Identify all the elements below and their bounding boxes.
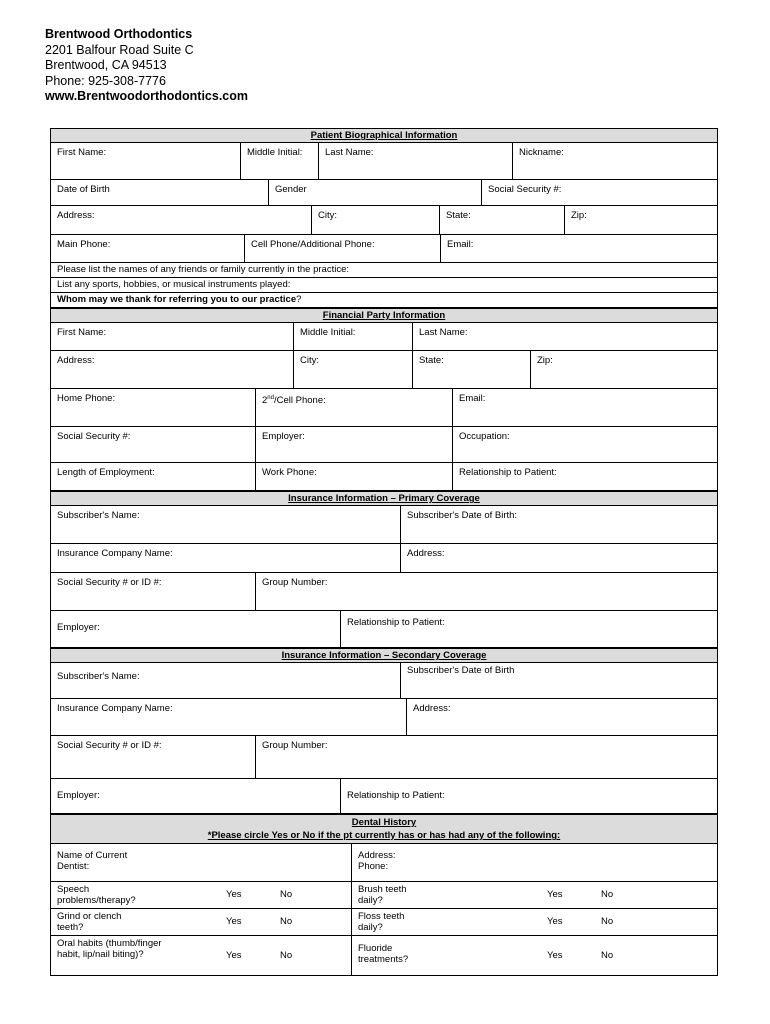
answer-no[interactable]: No	[280, 889, 293, 900]
secondary-company-field[interactable]: Insurance Company Name:	[57, 703, 173, 714]
secondary-employer-row	[51, 779, 717, 814]
dental-question-row	[51, 936, 717, 976]
patient-name-row	[51, 143, 717, 180]
referral-label: Whom may we thank for referring you to our practice	[57, 294, 297, 305]
financial-work-row	[51, 463, 717, 491]
question-fluoride: Fluoride treatments?	[358, 943, 409, 965]
referral-question-mark: ?	[296, 294, 302, 305]
practice-header	[45, 27, 248, 105]
dental-question-cell	[351, 909, 717, 935]
patient-friends-field[interactable]: Please list the names of any friends or family currently in the practice:	[51, 263, 717, 278]
primary-company-row	[51, 544, 717, 573]
primary-employer-field[interactable]: Employer:	[57, 622, 100, 633]
dentist-row	[51, 844, 717, 882]
patient-section-title: Patient Biographical Information	[51, 129, 717, 143]
patient-address-field[interactable]: Address:	[57, 210, 95, 221]
primary-subscriber-row	[51, 506, 717, 544]
financial-relationship-field[interactable]: Relationship to Patient:	[452, 463, 717, 490]
practice-street: 2201 Balfour Road Suite C	[45, 42, 194, 57]
question-brush: Brush teeth daily?	[358, 884, 407, 906]
financial-name-row	[51, 323, 717, 351]
answer-no[interactable]: No	[601, 950, 614, 961]
financial-first-name-field[interactable]: First Name:	[57, 327, 107, 338]
patient-ssn-field[interactable]: Social Security #:	[481, 180, 717, 205]
patient-gender-field[interactable]: Gender	[268, 180, 481, 205]
financial-cell-phone-field[interactable]	[255, 389, 452, 426]
dentist-address-label: Address:	[358, 850, 396, 861]
question-floss: Floss teeth daily?	[358, 911, 405, 933]
dentist-contact-field[interactable]	[351, 844, 717, 881]
dental-question-cell	[51, 882, 351, 908]
financial-work-phone-field[interactable]: Work Phone:	[255, 463, 452, 490]
patient-referral-field[interactable]	[51, 293, 717, 308]
financial-section-title: Financial Party Information	[51, 308, 717, 323]
patient-phone-row	[51, 235, 717, 263]
secondary-relationship-field[interactable]: Relationship to Patient:	[340, 779, 717, 813]
practice-phone: Phone: 925-308-7776	[45, 73, 166, 88]
secondary-id-row	[51, 736, 717, 779]
practice-website[interactable]: www.Brentwoodorthodontics.com	[45, 89, 249, 103]
answer-yes[interactable]: Yes	[226, 950, 242, 961]
secondary-ssn-id-field[interactable]: Social Security # or ID #:	[57, 740, 162, 751]
primary-employer-row	[51, 611, 717, 648]
answer-no[interactable]: No	[601, 916, 614, 927]
financial-phone-row	[51, 389, 717, 427]
dental-question-cell	[51, 936, 351, 975]
patient-nickname-field[interactable]: Nickname:	[512, 143, 717, 179]
financial-address-field[interactable]: Address:	[57, 355, 95, 366]
primary-id-row	[51, 573, 717, 611]
dental-title: Dental History	[351, 817, 417, 828]
dental-question-row	[51, 882, 717, 909]
primary-section-title: Insurance Information – Primary Coverage	[51, 491, 717, 506]
financial-city-field[interactable]: City:	[293, 351, 412, 388]
primary-relationship-field[interactable]: Relationship to Patient:	[340, 611, 717, 647]
dental-question-cell	[351, 882, 717, 908]
patient-first-name-field[interactable]: First Name:	[57, 147, 107, 158]
secondary-subscriber-dob-field[interactable]: Subscriber's Date of Birth	[400, 663, 717, 698]
financial-home-phone-field[interactable]: Home Phone:	[57, 393, 116, 404]
answer-yes[interactable]: Yes	[547, 916, 563, 927]
cell-superscript: nd	[267, 395, 274, 401]
dental-question-cell	[351, 936, 717, 975]
dental-section-title	[51, 814, 717, 844]
patient-last-name-field[interactable]: Last Name:	[318, 143, 512, 179]
current-dentist-field[interactable]	[51, 844, 351, 881]
question-oral-habits: Oral habits (thumb/finger habit, lip/nail biting)?	[57, 938, 162, 960]
registration-form	[50, 128, 718, 976]
patient-zip-field[interactable]: Zip:	[564, 206, 717, 234]
financial-last-name-field[interactable]: Last Name:	[412, 323, 717, 350]
answer-yes[interactable]: Yes	[547, 889, 563, 900]
patient-city-field[interactable]: City:	[311, 206, 439, 234]
patient-main-phone-field[interactable]: Main Phone:	[57, 239, 111, 250]
financial-state-field[interactable]: State:	[412, 351, 530, 388]
patient-state-field[interactable]: State:	[439, 206, 564, 234]
patient-dob-field[interactable]: Date of Birth	[57, 184, 110, 195]
current-dentist-label: Name of Current Dentist:	[57, 850, 128, 872]
dental-question-cell	[51, 909, 351, 935]
dentist-phone-label: Phone:	[358, 861, 389, 872]
patient-sports-field[interactable]: List any sports, hobbies, or musical instruments played:	[51, 278, 717, 293]
primary-address-field[interactable]: Address:	[400, 544, 717, 572]
primary-ssn-id-field[interactable]: Social Security # or ID #:	[57, 577, 162, 588]
patient-middle-initial-field[interactable]: Middle Initial:	[240, 143, 318, 179]
practice-name: Brentwood Orthodontics	[45, 27, 193, 41]
answer-yes[interactable]: Yes	[547, 950, 563, 961]
secondary-group-field[interactable]: Group Number:	[255, 736, 717, 778]
patient-dob-row	[51, 180, 717, 206]
financial-occupation-field[interactable]: Occupation:	[452, 427, 717, 462]
secondary-section-title: Insurance Information – Secondary Coverage	[51, 648, 717, 663]
financial-employer-field[interactable]: Employer:	[255, 427, 452, 462]
financial-employment-row	[51, 427, 717, 463]
patient-address-row	[51, 206, 717, 235]
financial-zip-field[interactable]: Zip:	[530, 351, 717, 388]
secondary-employer-field[interactable]: Employer:	[57, 790, 100, 801]
financial-email-field[interactable]: Email:	[452, 389, 717, 426]
primary-subscriber-dob-field[interactable]: Subscriber's Date of Birth:	[400, 506, 717, 543]
primary-subscriber-name-field[interactable]: Subscriber's Name:	[57, 510, 140, 521]
financial-ssn-field[interactable]: Social Security #:	[57, 431, 131, 442]
question-speech: Speech problems/therapy?	[57, 884, 136, 906]
secondary-subscriber-name-field[interactable]: Subscriber's Name:	[57, 671, 140, 682]
answer-no[interactable]: No	[280, 950, 293, 961]
question-grind: Grind or clench teeth?	[57, 911, 122, 933]
practice-city: Brentwood, CA 94513	[45, 58, 167, 72]
patient-email-field[interactable]: Email:	[440, 235, 717, 262]
patient-cell-phone-field[interactable]: Cell Phone/Additional Phone:	[244, 235, 440, 262]
primary-company-field[interactable]: Insurance Company Name:	[57, 548, 173, 559]
cell-prefix: 2	[262, 395, 268, 407]
primary-group-field[interactable]: Group Number:	[255, 573, 717, 610]
secondary-subscriber-row	[51, 663, 717, 699]
financial-address-row	[51, 351, 717, 389]
financial-middle-initial-field[interactable]: Middle Initial:	[293, 323, 412, 350]
financial-length-employment-field[interactable]: Length of Employment:	[57, 467, 155, 478]
cell-label: /Cell Phone:	[273, 395, 326, 407]
dental-subtitle: *Please circle Yes or No if the pt currently has or has had any of the following:	[207, 830, 561, 841]
answer-yes[interactable]: Yes	[226, 916, 242, 927]
secondary-company-row	[51, 699, 717, 736]
secondary-address-field[interactable]: Address:	[406, 699, 717, 735]
answer-yes[interactable]: Yes	[226, 889, 242, 900]
dental-question-row	[51, 909, 717, 936]
answer-no[interactable]: No	[601, 889, 614, 900]
answer-no[interactable]: No	[280, 916, 293, 927]
